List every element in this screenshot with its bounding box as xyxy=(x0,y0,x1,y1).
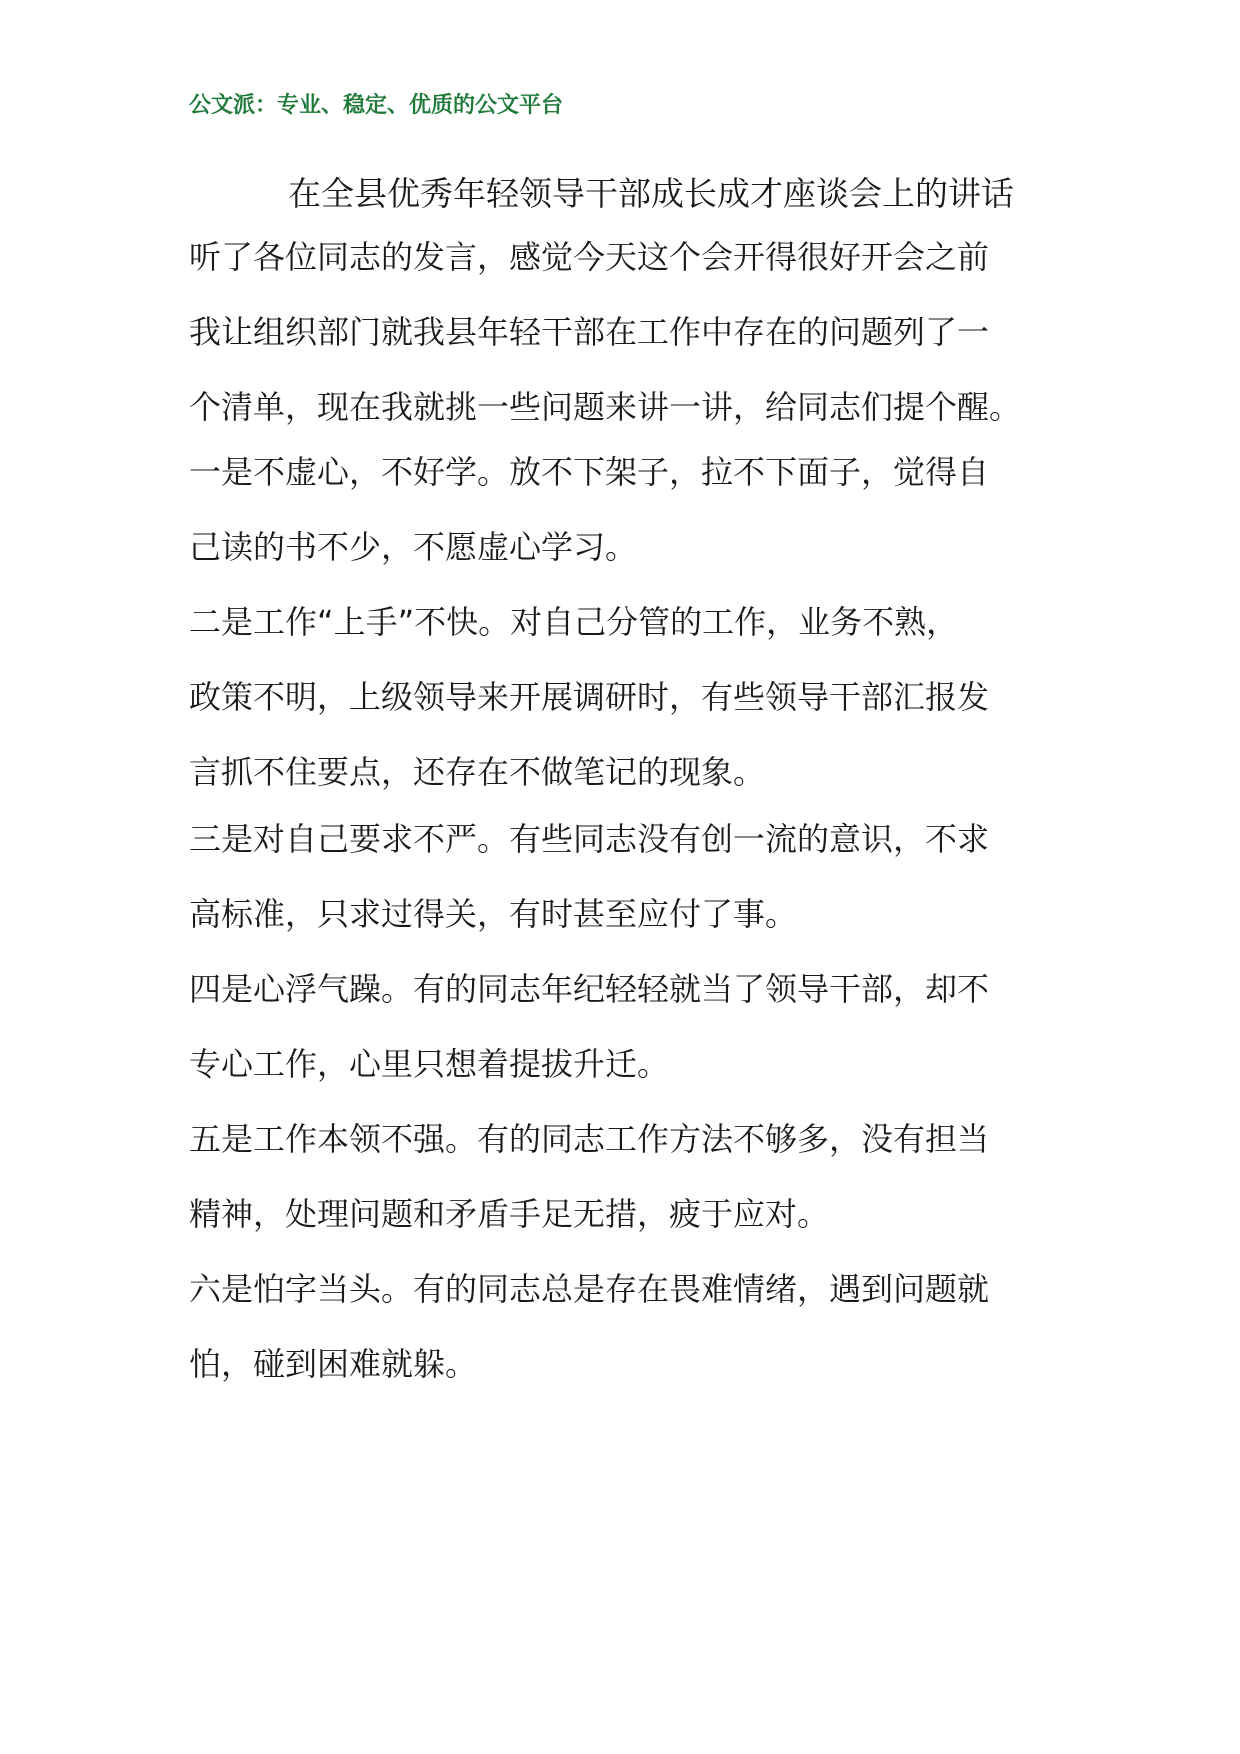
document-title: 在全县优秀年轻领导干部成长成才座谈会上的讲话 xyxy=(288,174,1014,213)
paragraph-line: 五是工作本领不强。有的同志工作方法不够多，没有担当 xyxy=(189,1120,990,1158)
paragraph-point-1 xyxy=(189,435,1069,585)
paragraph-intro xyxy=(189,220,1069,445)
paragraph-line: 个清单，现在我就挑一些问题来讲一讲，给同志们提个醒。 xyxy=(189,388,1022,426)
paragraph-line: 高标准，只求过得关，有时甚至应付了事。 xyxy=(189,895,798,933)
paragraph-line: 专心工作，心里只想着提拔升迁。 xyxy=(189,1045,670,1083)
paragraph-line: 己读的书不少，不愿虚心学习。 xyxy=(189,528,638,566)
paragraph-line: 一是不虚心，不好学。放不下架子，拉不下面子，觉得自 xyxy=(189,453,990,491)
paragraph-line: 三是对自己要求不严。有些同志没有创一流的意识，不求 xyxy=(189,820,990,858)
paragraph-line: 二是工作“上手”不快。对自己分管的工作，业务不熟， xyxy=(189,603,959,641)
site-header: 公文派：专业、稳定、优质的公文平台 xyxy=(189,92,564,118)
paragraph-line: 言抓不住要点，还存在不做笔记的现象。 xyxy=(189,753,766,791)
paragraph-point-6 xyxy=(189,1252,1069,1402)
paragraph-line: 政策不明，上级领导来开展调研时，有些领导干部汇报发 xyxy=(189,678,990,716)
paragraph-line: 四是心浮气躁。有的同志年纪轻轻就当了领导干部，却不 xyxy=(189,970,990,1008)
paragraph-point-5 xyxy=(189,1102,1069,1252)
paragraph-line: 我让组织部门就我县年轻干部在工作中存在的问题列了一 xyxy=(189,313,990,351)
paragraph-point-3 xyxy=(189,802,1069,952)
paragraph-point-2 xyxy=(189,585,1069,810)
paragraph-line: 精神，处理问题和矛盾手足无措，疲于应对。 xyxy=(189,1195,830,1233)
paragraph-point-4 xyxy=(189,952,1069,1102)
paragraph-line: 听了各位同志的发言，感觉今天这个会开得很好开会之前 xyxy=(189,238,990,276)
paragraph-line: 六是怕字当头。有的同志总是存在畏难情绪，遇到问题就 xyxy=(189,1270,990,1308)
paragraph-line: 怕，碰到困难就躲。 xyxy=(189,1345,478,1383)
